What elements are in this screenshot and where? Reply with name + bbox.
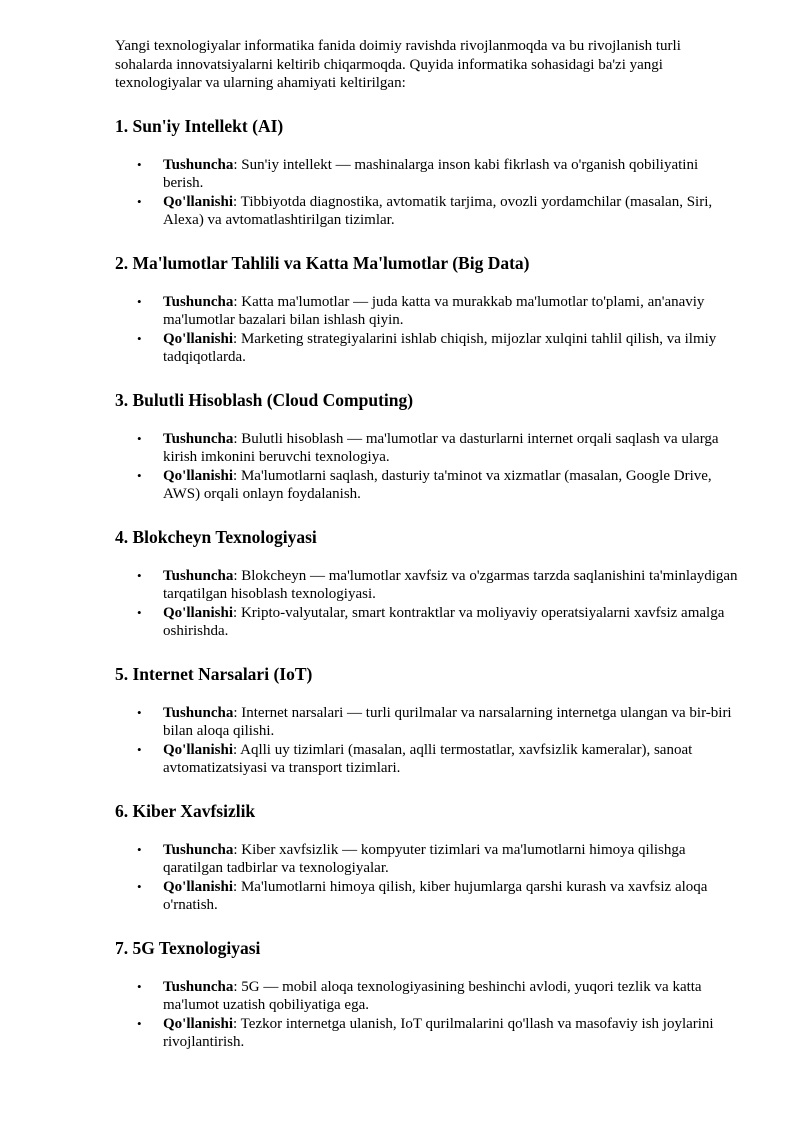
term-label: Tushuncha bbox=[163, 293, 234, 310]
term-text: : Blokcheyn — ma'lumotlar xavfsiz va o'zgarmas tarzda saqlanishini ta'minlaydigan tarqatilgan hisoblash texnologiyasi. bbox=[163, 567, 738, 602]
bullet-icon: • bbox=[137, 567, 142, 583]
section-list bbox=[115, 156, 740, 230]
section-list bbox=[115, 704, 740, 778]
section-2 bbox=[115, 252, 740, 367]
term-text: : Ma'lumotlarni himoya qilish, kiber hujumlarga qarshi kurash va xavfsiz aloqa o'rnatish. bbox=[163, 878, 708, 913]
section-heading: 7. 5G Texnologiyasi bbox=[115, 937, 261, 958]
term-text: : Internet narsalari — turli qurilmalar va narsalarning internetga ulangan va bir-biri bilan aloqa qilishi. bbox=[163, 704, 732, 739]
term-label: Qo'llanishi bbox=[163, 193, 234, 210]
section-heading: 1. Sun'iy Intellekt (AI) bbox=[115, 115, 284, 136]
section-heading: 4. Blokcheyn Texnologiyasi bbox=[115, 526, 317, 547]
list-item-application bbox=[137, 604, 740, 641]
list-item-application bbox=[137, 330, 740, 367]
list-item-concept bbox=[137, 978, 740, 1015]
section-list bbox=[115, 567, 740, 641]
term-text: : Kripto-valyutalar, smart kontraktlar va moliyaviy operatsiyalarni xavfsiz amalga oshirishda. bbox=[163, 604, 725, 639]
term-text: : Aqlli uy tizimlari (masalan, aqlli termostatlar, xavfsizlik kameralar), sanoat avtomatizatsiyasi va transport tizimlari. bbox=[163, 741, 693, 776]
bullet-icon: • bbox=[137, 467, 142, 483]
term-label: Tushuncha bbox=[163, 704, 234, 721]
term-label: Tushuncha bbox=[163, 430, 234, 447]
bullet-icon: • bbox=[137, 704, 142, 720]
section-6 bbox=[115, 800, 740, 915]
term-text: : Tibbiyotda diagnostika, avtomatik tarjima, ovozli yordamchilar (masalan, Siri, Alexa) va avtomatlashtirilgan tizimlar. bbox=[163, 193, 713, 228]
bullet-icon: • bbox=[137, 430, 142, 446]
bullet-icon: • bbox=[137, 878, 142, 894]
term-label: Qo'llanishi bbox=[163, 330, 234, 347]
bullet-icon: • bbox=[137, 741, 142, 757]
list-item-application bbox=[137, 741, 740, 778]
section-7 bbox=[115, 937, 740, 1052]
list-item-application bbox=[137, 878, 740, 915]
section-4 bbox=[115, 526, 740, 641]
term-label: Tushuncha bbox=[163, 978, 234, 995]
bullet-icon: • bbox=[137, 604, 142, 620]
list-item-application bbox=[137, 467, 740, 504]
section-heading: 6. Kiber Xavfsizlik bbox=[115, 800, 256, 821]
list-item-concept bbox=[137, 430, 740, 467]
term-label: Qo'llanishi bbox=[163, 878, 234, 895]
bullet-icon: • bbox=[137, 978, 142, 994]
section-heading: 2. Ma'lumotlar Tahlili va Katta Ma'lumotlar (Big Data) bbox=[115, 252, 530, 273]
bullet-icon: • bbox=[137, 841, 142, 857]
term-text: : Marketing strategiyalarini ishlab chiqish, mijozlar xulqini tahlil qilish, va ilmiy tadqiqotlarda. bbox=[163, 330, 717, 365]
bullet-icon: • bbox=[137, 156, 142, 172]
bullet-icon: • bbox=[137, 193, 142, 209]
term-text: : Sun'iy intellekt — mashinalarga inson kabi fikrlash va o'rganish qobiliyatini berish. bbox=[163, 156, 699, 191]
term-text: : Tezkor internetga ulanish, IoT qurilmalarini qo'llash va masofaviy ish joylarini rivojlantirish. bbox=[163, 1015, 714, 1050]
section-1 bbox=[115, 115, 740, 230]
term-label: Qo'llanishi bbox=[163, 741, 234, 758]
term-text: : Ma'lumotlarni saqlash, dasturiy ta'minot va xizmatlar (masalan, Google Drive, AWS) orqali onlayn foydalanish. bbox=[163, 467, 712, 502]
list-item-concept bbox=[137, 567, 740, 604]
term-label: Tushuncha bbox=[163, 156, 234, 173]
bullet-icon: • bbox=[137, 293, 142, 309]
list-item-concept bbox=[137, 704, 740, 741]
intro-paragraph: Yangi texnologiyalar informatika fanida doimiy ravishda rivojlanmoqda va bu rivojlanish turli sohalarda innovatsiyalarni keltirib chiqarmoqda. Quyida informatika sohasidagi ba'zi yangi texnologiyalar va ularning ahamiyati keltirilgan: bbox=[115, 38, 681, 91]
term-text: : Kiber xavfsizlik — kompyuter tizimlari va ma'lumotlarni himoya qilishga qaratilgan tadbirlar va texnologiyalar. bbox=[163, 841, 686, 876]
bullet-icon: • bbox=[137, 330, 142, 346]
section-list bbox=[115, 430, 740, 504]
section-list bbox=[115, 293, 740, 367]
list-item-application bbox=[137, 193, 740, 230]
term-label: Qo'llanishi bbox=[163, 467, 234, 484]
bullet-icon: • bbox=[137, 1015, 142, 1031]
list-item-application bbox=[137, 1015, 740, 1052]
section-3 bbox=[115, 389, 740, 504]
section-heading: 5. Internet Narsalari (IoT) bbox=[115, 663, 313, 684]
term-label: Tushuncha bbox=[163, 567, 234, 584]
section-list bbox=[115, 978, 740, 1052]
term-label: Tushuncha bbox=[163, 841, 234, 858]
section-5 bbox=[115, 663, 740, 778]
term-label: Qo'llanishi bbox=[163, 1015, 234, 1032]
term-text: : Bulutli hisoblash — ma'lumotlar va dasturlarni internet orqali saqlash va ularga kirish imkonini beruvchi texnologiya. bbox=[163, 430, 719, 465]
term-text: : Katta ma'lumotlar — juda katta va murakkab ma'lumotlar to'plami, an'anaviy ma'lumotlar bazalari bilan ishlash qiyin. bbox=[163, 293, 705, 328]
list-item-concept bbox=[137, 841, 740, 878]
term-label: Qo'llanishi bbox=[163, 604, 234, 621]
list-item-concept bbox=[137, 293, 740, 330]
section-list bbox=[115, 841, 740, 915]
term-text: : 5G — mobil aloqa texnologiyasining beshinchi avlodi, yuqori tezlik va katta ma'lumot uzatish qobiliyatiga ega. bbox=[163, 978, 702, 1013]
section-heading: 3. Bulutli Hisoblash (Cloud Computing) bbox=[115, 389, 414, 410]
list-item-concept bbox=[137, 156, 740, 193]
